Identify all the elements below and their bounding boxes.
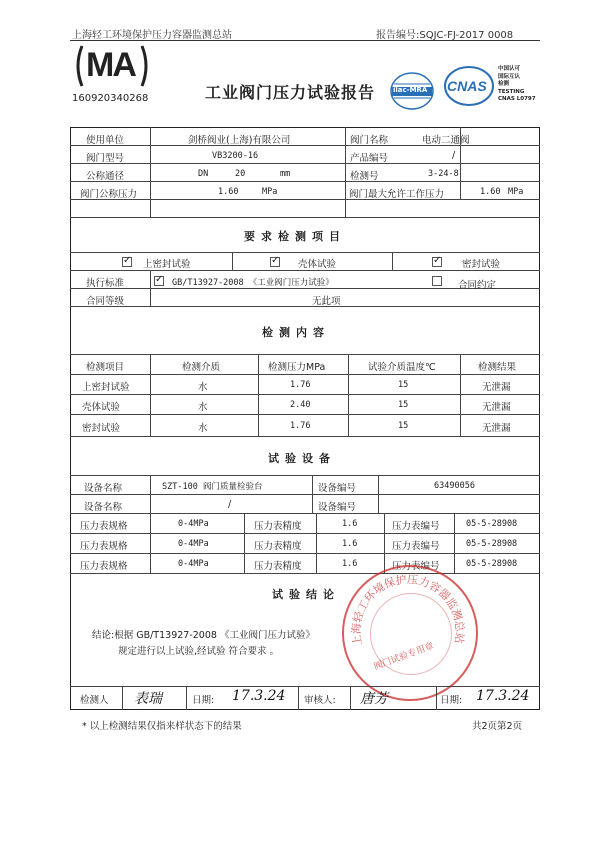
page-title: 工业阀门压力试验报告 [205,83,376,102]
requirements-title: 要求检测项目 [244,230,346,243]
dn-unit: mm [280,169,291,179]
content-header-item: 检测项目 [86,362,125,373]
cnas-logo-text: CNAS [447,78,487,94]
contract-label: 合同约定 [458,280,497,291]
content-header-temp: 试验介质温度℃ [368,362,436,373]
date-label-2: 日期: [440,695,463,706]
standard-label: 执行标准 [86,278,125,289]
contract-grade-label: 合同等级 [86,296,125,307]
dn-value: 20 [235,169,246,179]
page-number: 共2页第2页 [472,721,523,732]
ma-logo [72,40,152,92]
content-title: 检测内容 [262,326,330,339]
model-label: 阀门型号 [86,153,125,164]
pn-unit: MPa [262,187,278,197]
ma-logo-text: MA [86,46,135,84]
seal-subtext: 阀门试验专用章 [372,641,436,673]
valve-name-value: 电动二通阀 [422,135,470,146]
device-name-label: 设备名称 [84,483,123,494]
contract-checkbox[interactable] [432,276,442,286]
test-no-label: 检测号 [350,171,379,182]
dn-label: 公称通径 [86,171,125,182]
date-handwritten-2: 17.3.24 [476,688,530,704]
max-pressure-value: 1.60 [480,187,501,197]
date-handwritten-1: 17.3.24 [232,688,286,704]
footer-note: * 以上检测结果仅指来样状态下的结果 [82,721,242,732]
shell-checkbox[interactable] [270,257,280,267]
ilac-mra-text: ilac-MRA [393,86,428,94]
req-item-shell: 壳体试验 [298,259,337,270]
pn-value: 1.60 [218,187,239,197]
device-no-label: 设备编号 [318,483,357,494]
cnas-caption: 中国认可 国际互认 检测 TESTING CNAS L0797 [498,66,536,102]
device-no-label-2: 设备编号 [318,502,357,513]
svg-text:上海轻工环境保护压力容器监测总站: 上海轻工环境保护压力容器监测总站 [349,573,467,647]
ilac-mra-logo [388,70,436,112]
content-header-medium: 检测介质 [182,362,221,373]
contract-grade-value: 无此项 [312,296,341,307]
org-name: 上海轻工环境保护压力容器监测总站 [72,30,232,41]
pn-label: 阀门公称压力 [80,189,138,200]
upper-seal-checkbox[interactable] [122,257,132,267]
equipment-title: 试验设备 [268,452,336,465]
date-label-1: 日期: [192,695,215,706]
tester-signature: 表瑞 [134,691,162,707]
valve-name-label: 阀门名称 [350,135,389,146]
official-seal [342,565,478,701]
device1-no: 63490056 [434,481,475,491]
device2-name: / [228,499,232,510]
product-no-value: / [452,150,456,161]
cnas-logo [444,66,494,106]
reviewer-label: 审核人: [304,695,336,706]
max-pressure-label: 阀门最大允许工作压力 [349,189,445,200]
device-name-label-2: 设备名称 [84,502,123,513]
conclusion-title: 试验结论 [272,588,340,601]
reviewer-signature: 唐芳 [360,691,388,707]
content-header-pressure: 检测压力MPa [268,362,326,373]
user-label: 使用单位 [86,135,125,146]
test-no-value: 3-24-8 [428,169,459,179]
max-pressure-unit: MPa [508,187,524,197]
product-no-label: 产品编号 [350,153,389,164]
model-value: VB3200-16 [212,151,259,161]
standard-value: GB/T13927-2008 《工业阀门压力试验》 [172,278,334,288]
conclusion-line-1: 结论:根据 GB/T13927-2008 《工业阀门压力试验》 [92,630,315,641]
req-item-upper-seal: 上密封试验 [143,259,191,270]
req-item-seal: 密封试验 [462,259,501,270]
user-value: 剑桥阀业(上海)有限公司 [188,135,291,146]
report-number: 报告编号:SQJC-FJ-2017 0008 [376,30,514,41]
tester-label: 检测人 [80,695,109,706]
conclusion-line-2: 规定进行以上试验,经试验 符合要求 。 [118,646,280,657]
content-header-result: 检测结果 [478,362,517,373]
seal-checkbox[interactable] [432,257,442,267]
ma-number: 160920340268 [72,93,149,104]
standard-checkbox[interactable] [154,276,164,286]
device1-name: SZT-100 阀门质量检验台 [162,482,263,492]
dn-prefix: DN [198,169,209,179]
